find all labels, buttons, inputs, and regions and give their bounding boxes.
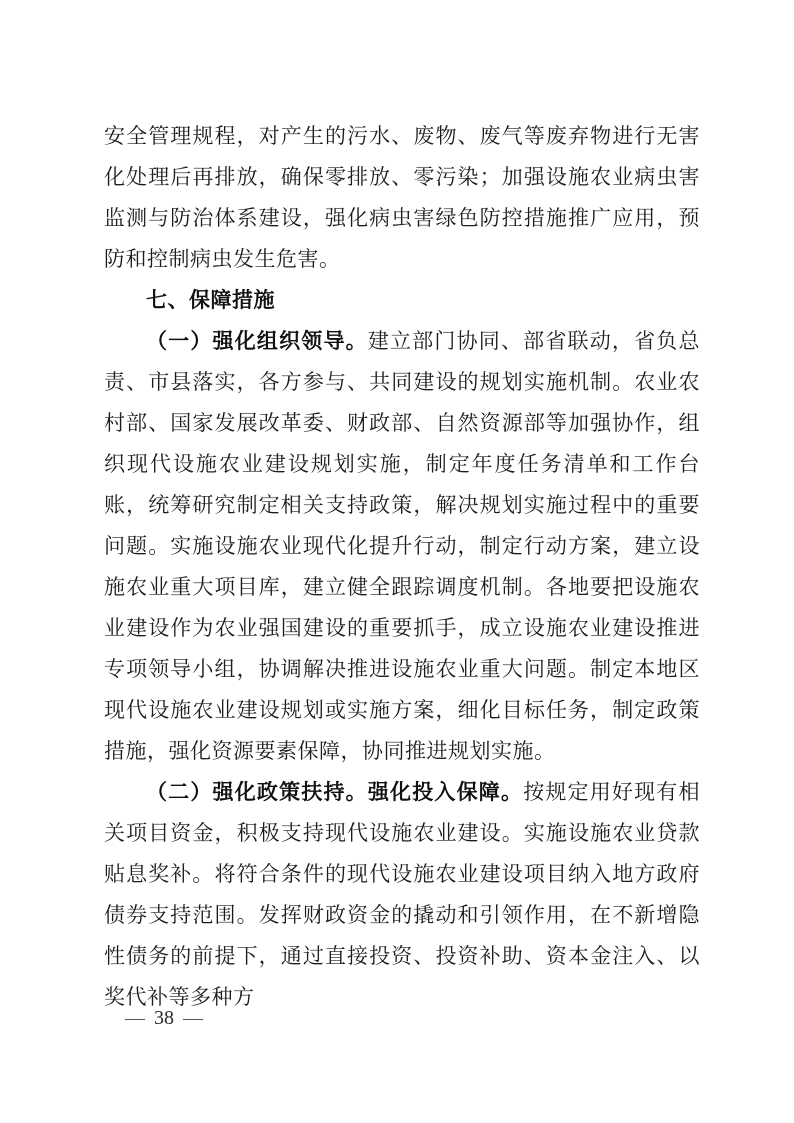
paragraph-item-one bbox=[104, 321, 700, 772]
item-two-lead: （二）强化政策扶持。强化投入保障。 bbox=[146, 781, 524, 804]
document-body bbox=[104, 116, 700, 1018]
footer-left-dash: — bbox=[125, 1007, 145, 1029]
page-number: 38 bbox=[154, 1007, 174, 1029]
continuation-paragraph: 安全管理规程，对产生的污水、废物、废气等废弃物进行无害化处理后再排放，确保零排放、零污染；加强设施农业病虫害监测与防治体系建设，强化病虫害绿色防控措施推广应用，预防和控制病虫发生危害。 bbox=[104, 124, 700, 271]
item-one-lead: （一）强化组织领导。 bbox=[146, 330, 368, 353]
item-two-text: 按规定用好现有相关项目资金，积极支持现代设施农业建设。实施设施农业贷款贴息奖补。将符合条件的现代设施农业建设项目纳入地方政府债券支持范围。发挥财政资金的撬动和引领作用，在不新增隐性债务的前提下，通过直接投资、投资补助、资本金注入、以奖代补等多种方 bbox=[104, 780, 700, 1009]
paragraph-item-two bbox=[104, 772, 700, 1018]
footer-right-dash: — bbox=[183, 1007, 203, 1029]
section-heading: 七、保障措施 bbox=[146, 289, 275, 312]
item-one-text: 建立部门协同、部省联动，省负总责、市县落实，各方参与、共同建设的规划实施机制。农业农村部、国家发展改革委、财政部、自然资源部等加强协作，组织现代设施农业建设规划实施，制定年度任务清单和工作台账，统筹研究制定相关支持政策，解决规划实施过程中的重要问题。实施设施农业现代化提升行动，制定行动方案，建立设施农业重大项目库，建立健全跟踪调度机制。各地要把设施农业建设作为农业强国建设的重要抓手，成立设施农业建设推进专项领导小组，协调解决推进设施农业重大问题。制定本地区现代设施农业建设规划或实施方案，细化目标任务，制定政策措施，强化资源要素保障，协同推进规划实施。 bbox=[104, 329, 700, 763]
page-footer bbox=[116, 1003, 212, 1033]
